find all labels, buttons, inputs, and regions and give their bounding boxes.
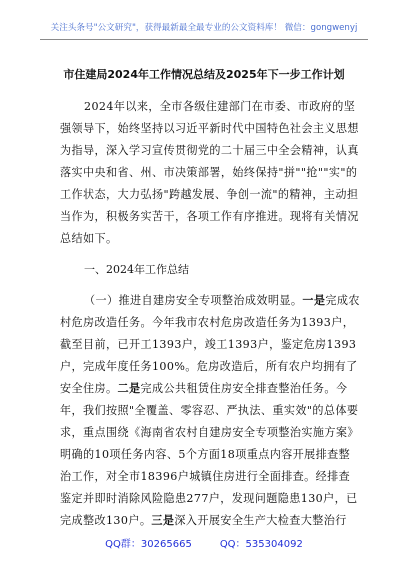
point3-text: 深入开展安全生产大检查大整治行 [174, 514, 347, 527]
intro-paragraph-text: 2024年以来，全市各级住建部门在市委、市政府的坚强领导下，始终坚持以习近平新时代中国特色社会主义思想为指导，深入学习宣传贯彻党的二十届三中全会精神，认真落实中央和省、州、市决策部署，始终保持"拼""抢""实"的工作状态，大力弘扬"跨越发展、争创一流"的精神，主动担当作为，积极务实苦干，各项工作有序推进。现将有关情况总结如下。 [60, 100, 359, 245]
point3-label: 三是 [151, 514, 175, 527]
header-divider [40, 39, 368, 40]
point2-text: 完成公共租赁住房安全排查整治任务。今年，我们按照"全覆盖、零容忍、严执法、重实效"的总体要求，重点围绕《海南省农村自建房安全专项整治实施方案》明确的10项任务内容、5个方面18项重点内容开展排查整治工作，对全市18396户城镇住房进行全面排查。经排查鉴定并即时消除风险隐患277户，发现问题隐患130户，已完成整改130户。 [60, 382, 359, 527]
subsection-lead: （一）推进自建房安全专项整治成效明显。 [84, 294, 303, 307]
footer-qq: QQ：535304092 [219, 539, 303, 550]
section-heading: 一、2024年工作总结 [84, 263, 189, 276]
footer-contact [0, 535, 408, 550]
point2-label: 二是 [117, 382, 141, 395]
subsection-paragraph [60, 290, 360, 548]
document-title: 市住建局2024年工作情况总结及2025年下一步工作计划 [63, 68, 345, 81]
point1-label: 一是 [302, 294, 326, 307]
header-promo-text: 关注头条号"公文研究"，获得最新最全最专业的公文资料库！ 微信：gongwenyj [50, 23, 358, 33]
point1-text: 完成农村危房改造任务。今年我市农村危房改造任务为1393户，截至目前，已开工1393户，竣工1393户，鉴定危房1393户，完成年度任务100%。危房改造后，所有农户均拥有了安全住房。 [60, 294, 360, 395]
footer-qq-group: QQ群：30265665 [105, 539, 192, 550]
